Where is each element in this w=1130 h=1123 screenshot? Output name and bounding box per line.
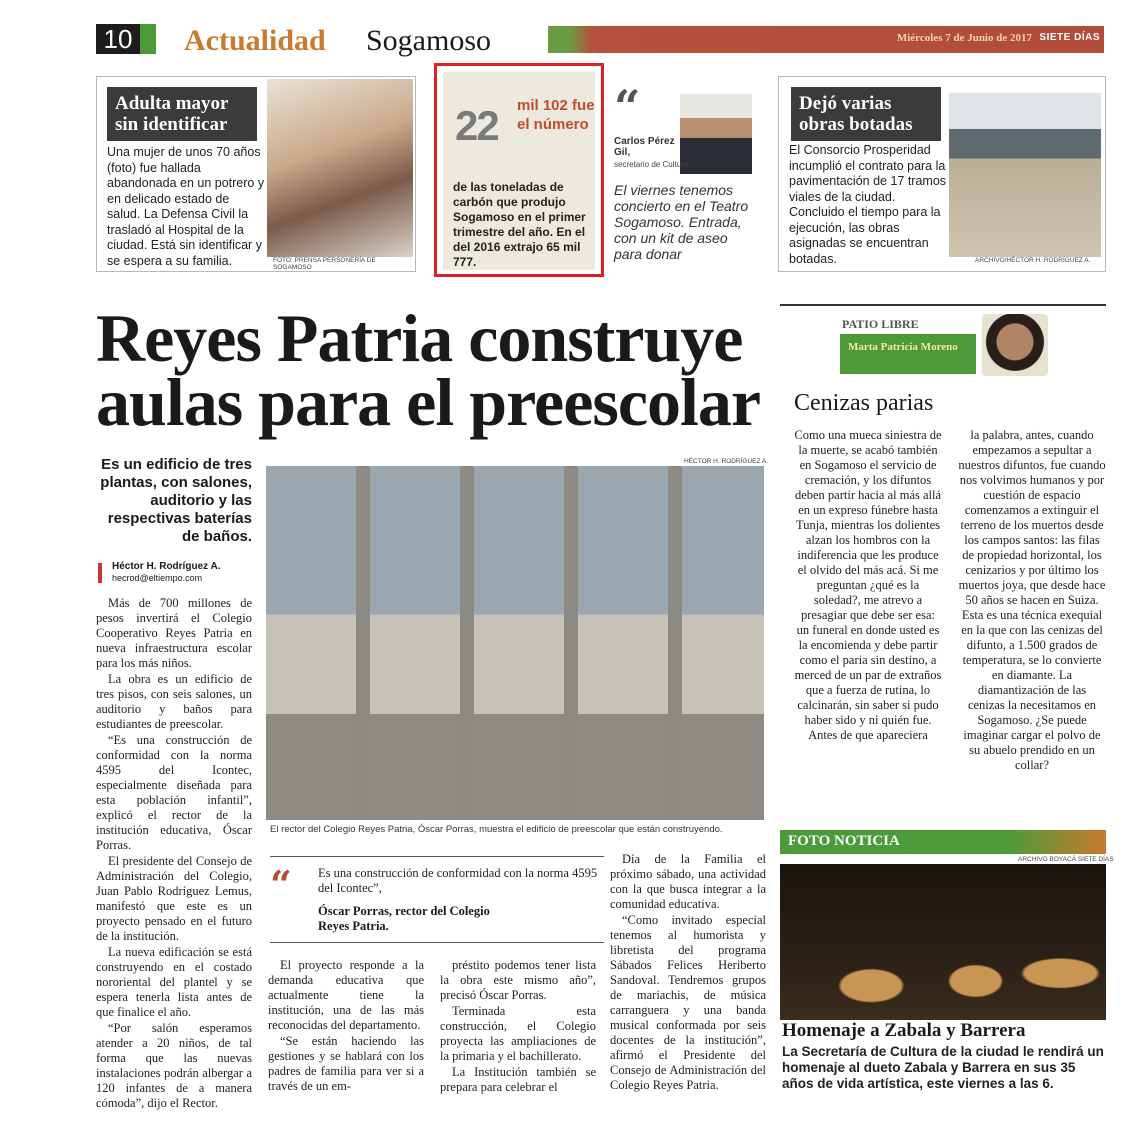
paragraph: La Institución también se prepara para celebrar el: [440, 1065, 596, 1094]
issue-date: Miércoles 7 de Junio de 2017: [896, 32, 1032, 44]
brief-text: El Consorcio Prosperidad incumplió el contrato para la pavimentación de 17 tramos viales de la ciudad. Concluido el tiempo para la ejecución, las obras asignadas se encuentran botadas.: [789, 143, 947, 266]
divider: [270, 856, 604, 857]
section-city: Sogamoso: [366, 24, 492, 57]
paragraph: Día de la Familia el próximo sábado, una actividad con la que busca integrar a la comunidad educativa.: [610, 852, 766, 911]
columnist-name-box: [840, 334, 976, 374]
photo-credit: FOTO: PRENSA PERSONERÍA DE SOGAMOSO: [273, 257, 376, 271]
divider: [270, 942, 604, 943]
page-number-accent: [140, 24, 156, 54]
byline-author: Héctor H. Rodríguez A.: [112, 561, 221, 572]
foto-noticia-title: Homenaje a Zabala y Barrera: [782, 1020, 1026, 1041]
brief-title: Dejó varias obras botadas: [791, 87, 941, 141]
column-title: Cenizas parias: [794, 390, 934, 416]
brief-obras-botadas: [778, 76, 1106, 272]
article-subheadline: Es un edificio de tres plantas, con salones, auditorio y las respectivas baterías de baños.: [100, 456, 252, 545]
article-column-4: [610, 852, 766, 1094]
foto-noticia-text: La Secretaría de Cultura de la ciudad le rendirá un homenaje al dueto Zabala y Barrera en sus 35 años de vida artística, este viernes a las 6.: [782, 1044, 1104, 1091]
paragraph: “Como invitado especial tenemos al humorista y libretista del programa Sábados Felices Heriberto Sandoval. Tendremos grupos de mariachis, de música carranguera y una banda musical conformada por seis docentes de la institución”, afirmó el Presidente del Consejo de Administración del Colegio Reyes Patria.: [610, 913, 766, 1092]
quote-icon: “: [270, 862, 292, 907]
photo-caption: El rector del Colegio Reyes Patria, Óscar Porras, muestra el edificio de preescolar que están construyendo.: [270, 824, 723, 835]
brief-numero: [434, 63, 604, 277]
paragraph: El proyecto responde a la demanda educativa que actualmente tiene la institución, una de las más reconocidas del departamento.: [268, 958, 424, 1032]
quote-author: Carlos Pérez Gil,: [614, 136, 675, 158]
number-text: de las toneladas de carbón que produjo Sogamoso en el primer trimestre del año. En el del 2016 extrajo 65 mil 777.: [453, 180, 586, 269]
brief-title: Adulta mayor sin identificar: [107, 87, 257, 141]
section-name: Actualidad: [184, 24, 326, 57]
quote-icon: “: [614, 80, 641, 134]
byline-email: hecrod@eltiempo.com: [112, 573, 203, 583]
article-column-2: [268, 958, 424, 1095]
number-qualifier: mil 102 fue el número: [517, 97, 595, 133]
column-label: PATIO LIBRE: [842, 317, 919, 331]
page-number: 10: [96, 24, 140, 54]
paragraph: préstito podemos tener lista la obra este mismo año”, precisó Óscar Porras.: [440, 958, 596, 1002]
opinion-column-left: Como una mueca siniestra de la muerte, se acabó también en Sogamoso el servicio de cremación, y los difuntos deben partir hacia al más allá en un expreso fúnebre hasta Tunja, mientras los dolientes alzan los hombros con la indiferencia que les produce el olvido del más acá. Si me preguntan ¿qué es la soledad?, me atrevo a presagiar que debe ser esa: un funeral en donde usted es la encomienda y debe partir como el paria sin destino, a merced de un par de extraños que a fuerza de rutina, lo calcinarán, sin saber si pudo haber sido y ni quién fue. Antes de que apareciera: [794, 428, 942, 742]
publication-brand: SIETE DÍAS: [1039, 32, 1100, 43]
photo-credit: HÉCTOR H. RODRÍGUEZ A.: [684, 458, 769, 465]
foto-noticia-label: FOTO NOTICIA: [788, 833, 900, 849]
byline-accent: [98, 563, 102, 583]
columnist-name: Marta Patricia Moreno: [848, 341, 958, 353]
pull-quote-text: Es una construcción de conformidad con la norma 4595 del Icontec”,: [318, 866, 598, 895]
columnist-avatar: [982, 314, 1048, 376]
paragraph: La nueva edificación se está construyendo en el costado nororiental del plantel y se espera tenerla lista antes de que finalice el año.: [96, 945, 252, 1019]
brief-photo-road: [949, 93, 1101, 257]
paragraph: La obra es un edificio de tres pisos, con seis salones, un auditorio y baños para estudiantes de preescolar.: [96, 672, 252, 731]
photo-credit: ARCHIVO BOYACÁ SIETE DÍAS: [1018, 856, 1114, 863]
article-column-1: [96, 596, 252, 1112]
paragraph: “Por salón esperamos atender a 20 niños, de tal forma que las nuevas instalaciones podrán albergar a 120 infantes de a manera cómoda”, dijo el Rector.: [96, 1021, 252, 1110]
brief-photo-woman: [267, 79, 413, 257]
divider: [780, 304, 1106, 306]
article-headline: Reyes Patria construye aulas para el preescolar: [96, 300, 761, 440]
paragraph: Terminada esta construcción, el Colegio proyecta las ampliaciones de la primaria y el bachillerato.: [440, 1004, 596, 1063]
opinion-column-right: la palabra, antes, cuando empezamos a sepultar a nuestros difuntos, fue cuando nos volvimos humanos y por cuestión de espacio comenzamos a extinguir el terreno de los muertos desde los campos santos: las filas de propiedad horizontal, los cenizarios y por último los muertos joya, que desde hace 50 años se hacen en Suiza. Esta es una técnica exequial en la que con las cenizas del difunto, a 1.500 grados de temperatura, se lo convierte en diamante. La diamantización de las cenizas la necesitamos en Sogamoso. ¿Se puede imaginar cargar el polvo de su abuelo prendido en un collar?: [958, 428, 1106, 772]
paragraph: “Se están haciendo las gestiones y se hablará con los padres de familia para ver si a través de un em-: [268, 1034, 424, 1093]
brief-quote: [604, 76, 756, 272]
paragraph: Más de 700 millones de pesos invertirá el Colegio Cooperativo Reyes Patria en nueva infraestructura escolar para los más niños.: [96, 596, 252, 670]
main-photo-building: [266, 466, 764, 820]
quote-author-role: secretario de Cultura: [614, 160, 689, 169]
foto-noticia-photo: [780, 864, 1106, 1020]
brief-text: Una mujer de unos 70 años (foto) fue hallada abandonada en un potrero y en delicado estado de salud. La Defensa Civil la trasladó al Hospital de la ciudad. Está sin identificar y se espera a su familia.: [107, 145, 265, 268]
paragraph: “Es una construcción de conformidad con la norma 4595 del Icontec, especialmente diseñada para esta población infantil”, explicó el rector de la institución educativa, Óscar Porras.: [96, 733, 252, 852]
paragraph: El presidente del Consejo de Administración del Colegio, Juan Pablo Rodríguez Lemus, manifestó que este es un proyecto pensado en el futuro de la institución.: [96, 854, 252, 943]
article-column-3: [440, 958, 596, 1096]
pull-quote-author: Óscar Porras, rector del Colegio Reyes Patria.: [318, 904, 490, 933]
number-panel: [443, 72, 595, 270]
brief-adulta-mayor: [96, 76, 416, 272]
big-number: 22: [455, 102, 498, 149]
quote-text: El viernes tenemos concierto en el Teatro Sogamoso. Entrada, con un kit de aseo para donar: [614, 182, 749, 262]
photo-credit: ARCHIVO/HÉCTOR H. RODRÍGUEZ A.: [975, 257, 1091, 264]
